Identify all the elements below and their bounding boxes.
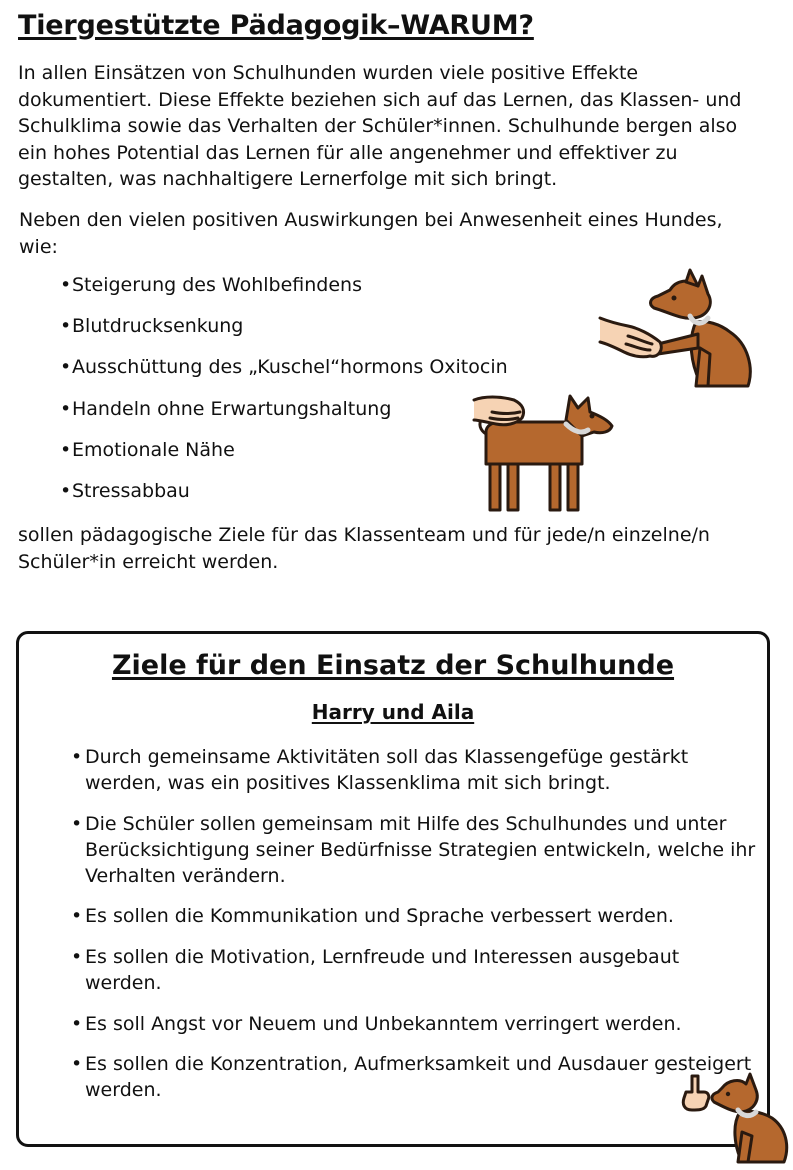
list-item: •Blutdrucksenkung	[60, 315, 244, 338]
list-item: • Durch gemeinsame Aktivitäten soll das Klassengefüge gestärkt werden, was ein positives Klassenklima mit sich bringt.	[71, 746, 689, 794]
list-item: •Handeln ohne Erwartungshaltung	[60, 397, 392, 420]
goals-list	[71, 744, 761, 1118]
outro-paragraph: sollen pädagogische Ziele für das Klassenteam und für jede/n einzelne/n Schüler*in erreicht werden.	[18, 524, 710, 573]
goals-title: Ziele für den Einsatz der Schulhunde	[111, 650, 675, 681]
list-item: •Stressabbau	[60, 479, 190, 502]
list-item: •Ausschüttung des „Kuschel“hormons Oxitocin	[60, 356, 508, 379]
list-item: •Emotionale Nähe	[60, 438, 235, 461]
list-item: • Es sollen die Motivation, Lernfreude und Interessen ausgebaut werden.	[71, 946, 680, 995]
goals-box	[16, 631, 770, 1147]
pointing-hand-with-dog-icon	[676, 1072, 792, 1164]
list-item: • Es sollen die Konzentration, Aufmerksamkeit und Ausdauer gesteigert werden.	[71, 1053, 752, 1102]
list-item: • Es soll Angst vor Neuem und Unbekanntem verringert werden.	[71, 1012, 682, 1035]
page-title: Tiergestützte Pädagogik–WARUM?	[18, 10, 534, 41]
intro-paragraph: In allen Einsätzen von Schulhunden wurden viele positive Effekte dokumentiert. Diese Effekte beziehen sich auf das Lernen, das Klassen- und Schulklima sowie das Verhalten der Schüler*innen. Schulhunde bergen also ein hohes Potential das Lernen für alle angenehmer und effektiver zu gestalten, was nachhaltigere Lernerfolge mit sich bringt.	[18, 62, 742, 190]
dog-giving-paw-icon	[598, 268, 758, 392]
effects-list	[60, 272, 508, 519]
lead-paragraph: Neben den vielen positiven Auswirkungen bei Anwesenheit eines Hundes, wie:	[19, 209, 723, 258]
list-item: • Die Schüler sollen gemeinsam mit Hilfe des Schulhundes und unter Berücksichtigung seiner Bedürfnisse Strategien entwickeln, welche ihr Verhalten verändern.	[71, 812, 756, 887]
goals-subtitle: Harry und Aila	[311, 700, 475, 724]
list-item: • Es sollen die Kommunikation und Sprache verbessert werden.	[71, 905, 674, 928]
hand-petting-dog-icon	[470, 390, 620, 512]
list-item: •Steigerung des Wohlbefindens	[60, 274, 362, 296]
